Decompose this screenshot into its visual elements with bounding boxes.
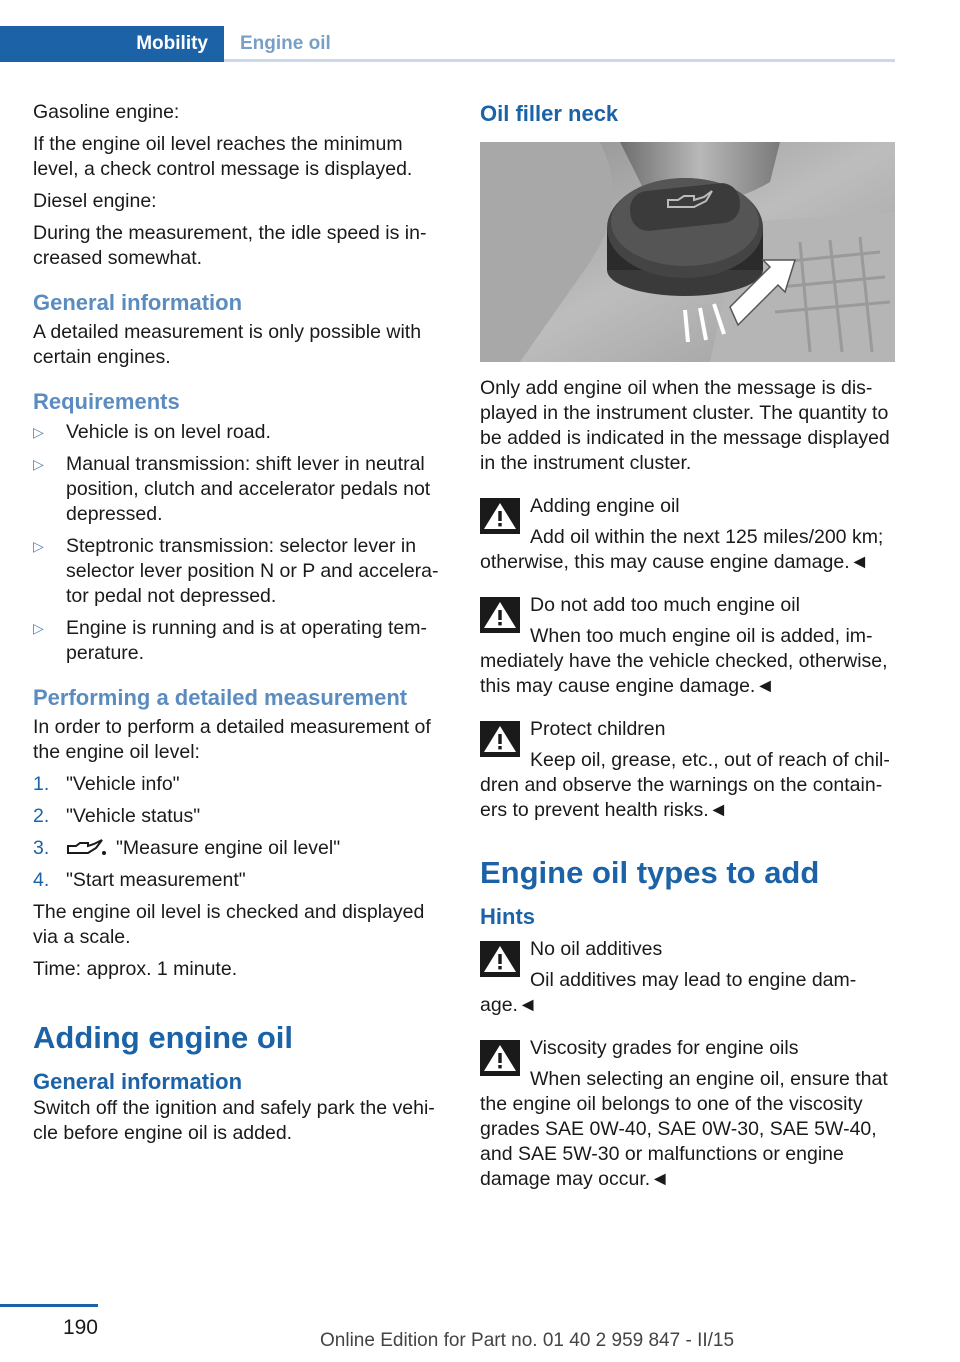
right-column (480, 100, 896, 1204)
warning-body: When too much engine oil is added, immediately have the vehicle checked, otherwise, this may cause engine damage.◄ (480, 625, 888, 697)
list-item: ▷ Manual transmission: shift lever in neutral position, clutch and accelerator pedals not depressed. (33, 453, 431, 525)
warning-triangle-icon (480, 597, 520, 633)
footer-rule (0, 1304, 98, 1307)
list-item: 3. "Measure engine oil level" (33, 837, 341, 859)
performing-measurement-heading: Performing a detailed measurement (33, 685, 408, 710)
general-information-heading-2: General information (33, 1069, 243, 1094)
topic-tab[interactable]: Engine oil (240, 33, 331, 54)
steps-list (33, 772, 448, 893)
hint-body: When selecting an engine oil, ensure that the engine oil belongs to one of the viscosity grades SAE 0W-40, SAE 0W-30, SAE 5W-40, and SAE 5W-30 or malfunctions or engine damage may occur.◄ (480, 1068, 888, 1190)
page-header (0, 0, 960, 62)
requirements-list (33, 420, 448, 666)
left-column (33, 100, 448, 1153)
warning-block (480, 494, 896, 575)
triangle-bullet-icon: ▷ (33, 456, 44, 472)
requirements-heading: Requirements (33, 389, 180, 414)
triangle-bullet-icon: ▷ (33, 620, 44, 636)
list-item: ▷ Engine is running and is at operating temperature. (33, 617, 427, 664)
list-item: 2. "Vehicle status" (33, 805, 201, 827)
warning-triangle-icon (480, 498, 520, 534)
hints-heading: Hints (480, 904, 535, 929)
oil-can-icon (66, 839, 110, 857)
diesel-label: Diesel engine: (33, 190, 157, 212)
warning-triangle-icon (480, 721, 520, 757)
oil-filler-neck-heading: Oil filler neck (480, 101, 619, 126)
triangle-bullet-icon: ▷ (33, 538, 44, 554)
time-text: Time: approx. 1 minute. (33, 958, 238, 980)
section-tab[interactable]: Mobility (136, 33, 208, 54)
list-item: ▷ Vehicle is on level road. (33, 421, 271, 443)
warning-triangle-icon (480, 1040, 520, 1076)
triangle-bullet-icon: ▷ (33, 424, 44, 440)
hint-block (480, 937, 896, 1018)
general-information-text: A detailed measurement is only possible with certain engines. (33, 321, 422, 368)
hint-title: Viscosity grades for engine oils (530, 1037, 799, 1059)
warning-block (480, 717, 896, 823)
hint-body: Oil additives may lead to engine damage.◄ (480, 969, 857, 1016)
warning-title: Do not add too much engine oil (530, 594, 800, 616)
checked-text: The engine oil level is checked and displayed via a scale. (33, 901, 425, 948)
oil-filler-cap-image (480, 142, 895, 362)
general-information-text-2: Switch off the ignition and safely park the vehicle before engine oil is added. (33, 1097, 435, 1144)
diesel-text: During the measurement, the idle speed is increased somewhat. (33, 222, 427, 269)
gasoline-label: Gasoline engine: (33, 101, 180, 123)
hint-block (480, 1036, 896, 1192)
list-item: 1. "Vehicle info" (33, 773, 180, 795)
edition-note: Online Edition for Part no. 01 40 2 959 847 - II/15 (320, 1330, 735, 1351)
header-rule (224, 59, 895, 62)
adding-engine-oil-heading: Adding engine oil (33, 1020, 294, 1055)
general-information-heading: General information (33, 290, 243, 315)
page-number: 190 (62, 1316, 98, 1339)
hint-title: No oil additives (530, 938, 663, 960)
warning-title: Adding engine oil (530, 495, 680, 517)
warning-body: Add oil within the next 125 miles/200 km; otherwise, this may cause engine damage.◄ (480, 526, 884, 573)
performing-measurement-text: In order to perform a detailed measurement of the engine oil level: (33, 716, 431, 763)
engine-oil-types-heading: Engine oil types to add (480, 855, 820, 890)
warning-title: Protect children (530, 718, 666, 740)
warning-triangle-icon (480, 941, 520, 977)
oil-filler-text: Only add engine oil when the message is displayed in the instrument cluster. The quantity to be added is indicated in the message displayed in the instrument cluster. (480, 377, 890, 474)
gasoline-text: If the engine oil level reaches the minimum level, a check control message is displayed. (33, 133, 413, 180)
warning-block (480, 593, 896, 699)
warning-body: Keep oil, grease, etc., out of reach of children and observe the warnings on the containers to prevent health risks.◄ (480, 749, 890, 821)
list-item: ▷ Steptronic transmission: selector lever in selector lever position N or P and accelerator pedal not depressed. (33, 535, 439, 607)
list-item: 4. "Start measurement" (33, 869, 246, 891)
